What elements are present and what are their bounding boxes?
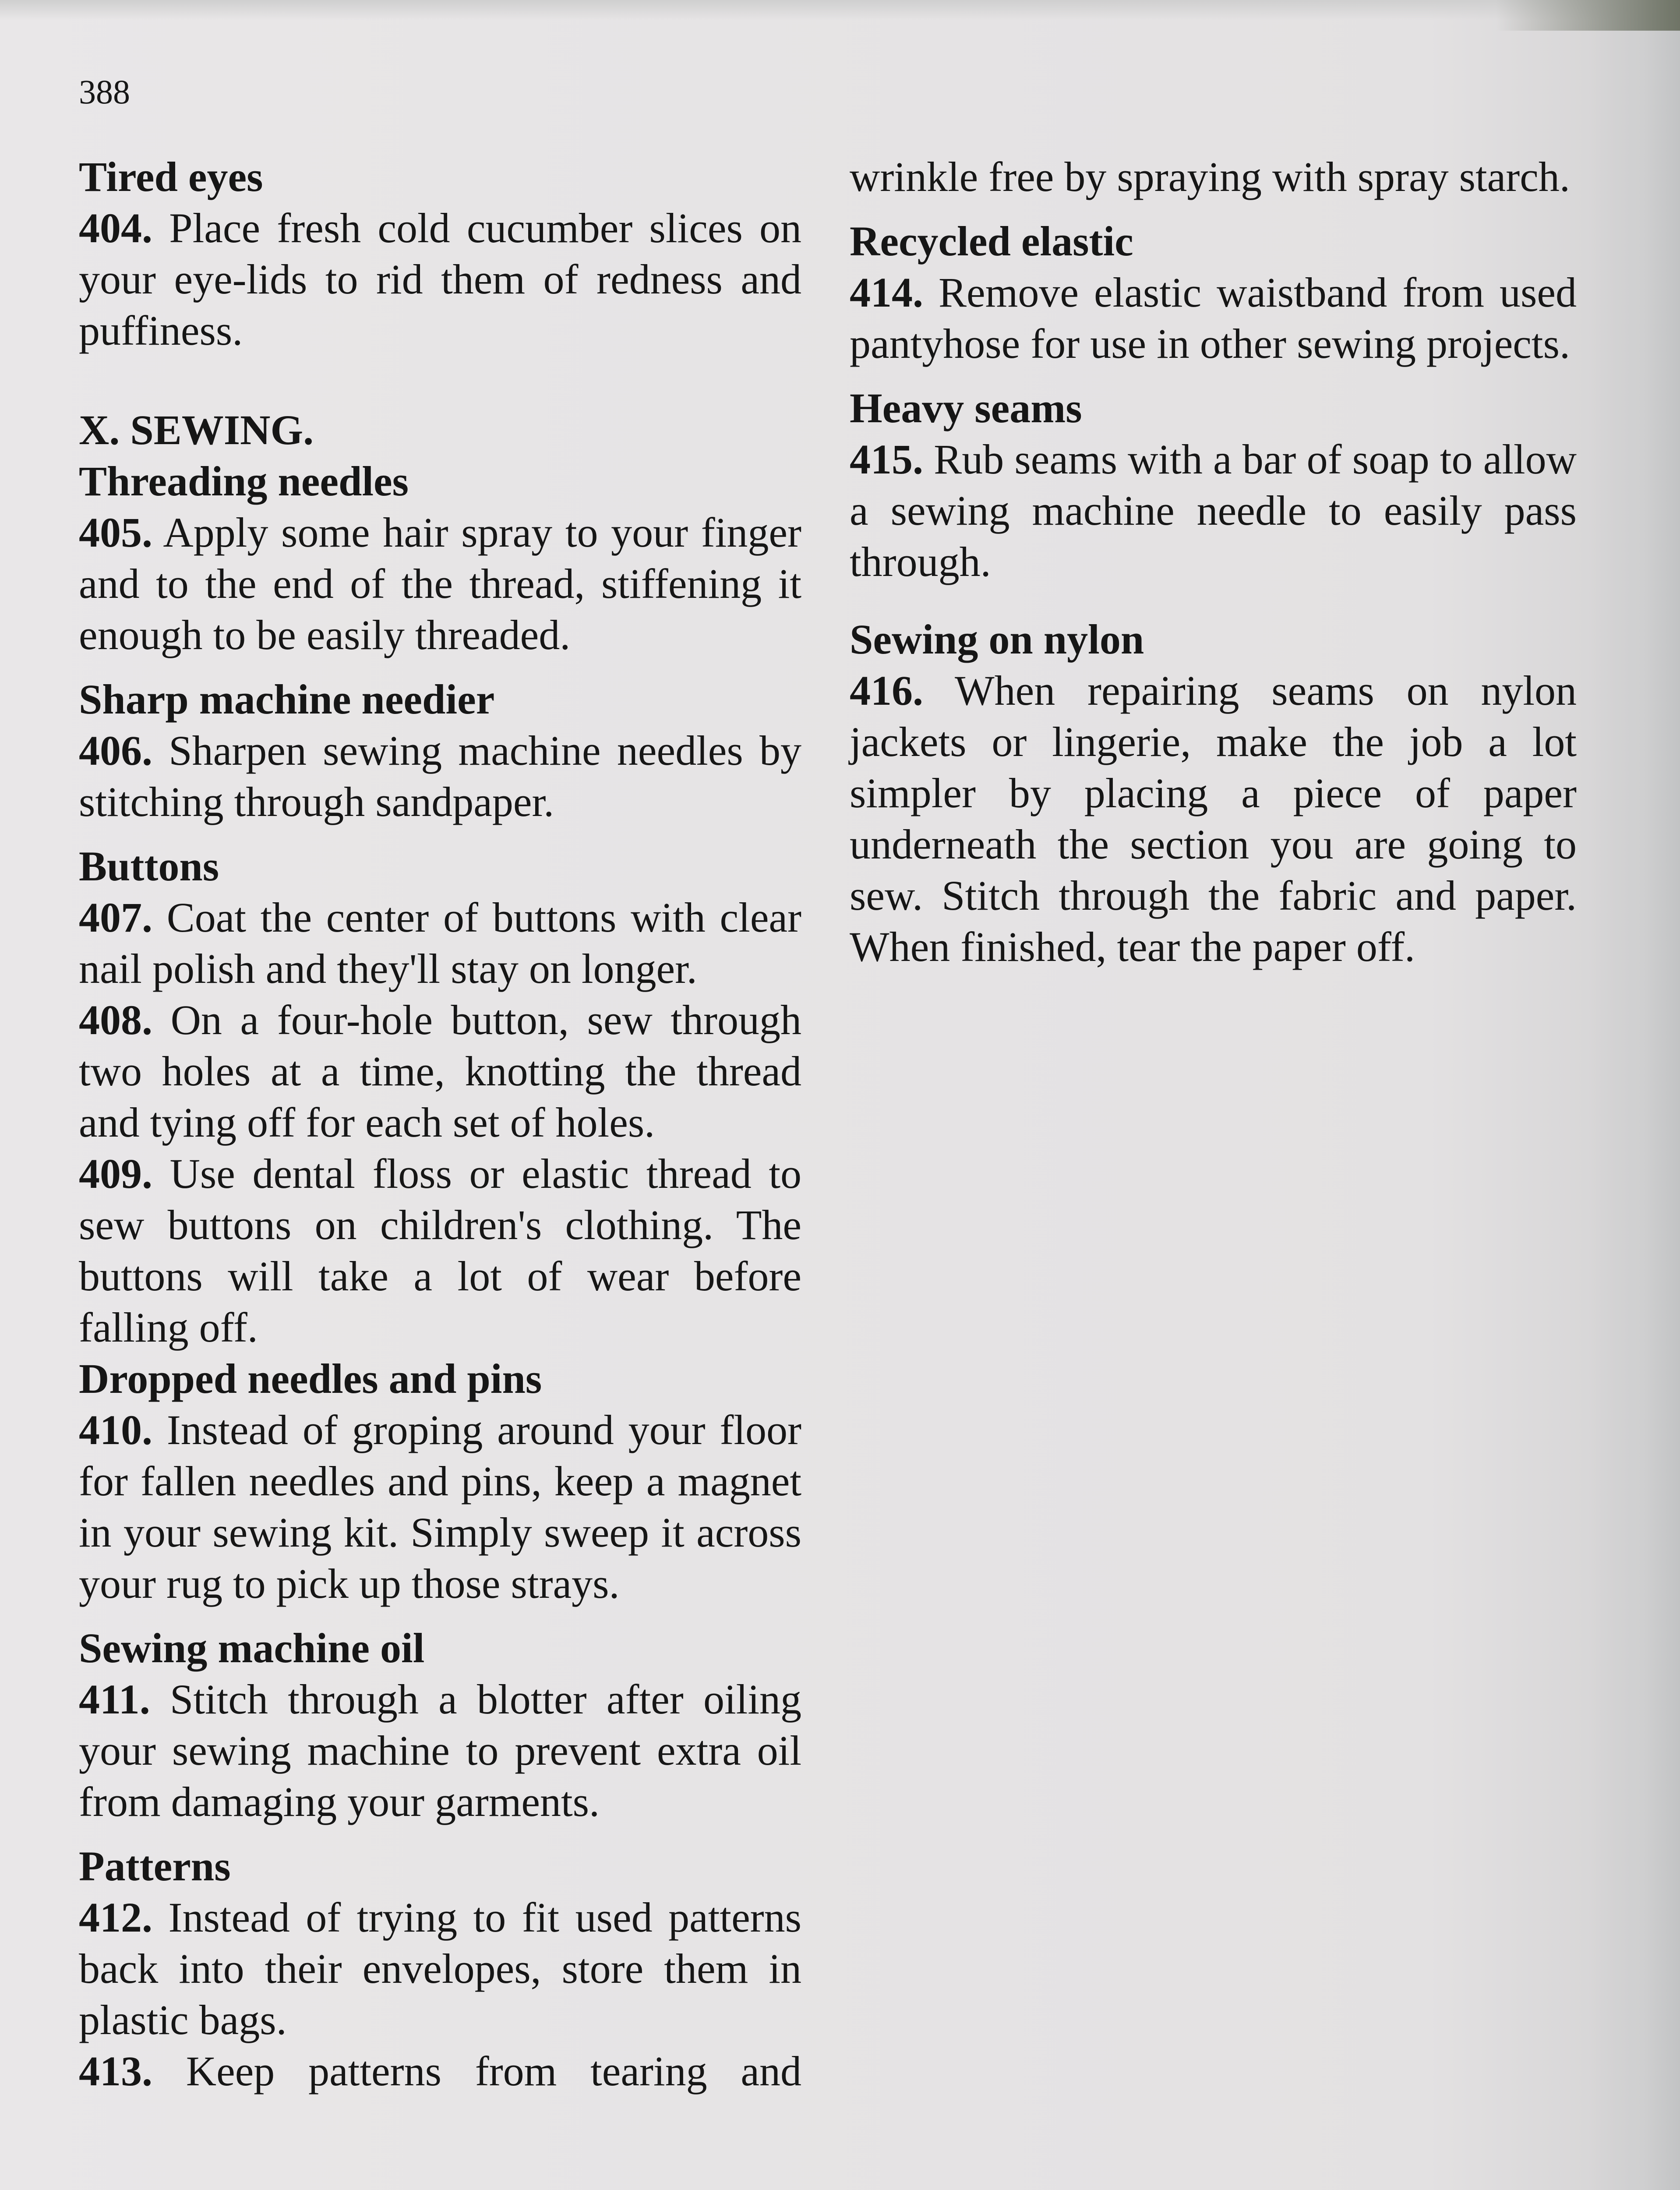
heading-sewing-nylon: Sewing on nylon bbox=[850, 616, 1144, 663]
tip-number: 406. bbox=[79, 727, 152, 774]
tip-text: Stitch through a blotter after oiling your sewing machine to prevent extra oil from damaging your garments. bbox=[79, 1676, 801, 1825]
tip-number: 413. bbox=[79, 2048, 152, 2095]
tip-number: 414. bbox=[850, 269, 923, 316]
tip-number: 411. bbox=[79, 1676, 150, 1723]
tip-text: When repairing seams on nylon jackets or lingerie, make the job a lot simpler by placing a piece of paper underneath the section you are going to sew. Stitch through the fabric and paper. When finished, tear the paper off. bbox=[850, 667, 1577, 970]
heading-heavy-seams: Heavy seams bbox=[850, 385, 1082, 431]
tip-text: Sharpen sewing machine needles by stitching through sandpaper. bbox=[79, 727, 801, 825]
tip-text: Apply some hair spray to your finger and to the end of the thread, stiffening it enough to be easily threaded. bbox=[79, 509, 801, 658]
tip-text: Use dental floss or elastic thread to sew buttons on children's clothing. The buttons will take a lot of wear before falling off. bbox=[79, 1150, 801, 1351]
heading-buttons: Buttons bbox=[79, 843, 219, 890]
right-column bbox=[850, 151, 1577, 972]
page-top-edge bbox=[0, 0, 1680, 20]
tip-number: 409. bbox=[79, 1150, 152, 1197]
tip-text: Instead of trying to fit used patterns back into their envelopes, store them in plastic bags. bbox=[79, 1894, 801, 2043]
tip-text: Keep patterns from tearing and bbox=[152, 2048, 801, 2095]
tip-text: Remove elastic waistband from used pantyhose for use in other sewing projects. bbox=[850, 269, 1577, 367]
tip-410 bbox=[79, 1404, 801, 1609]
tip-number: 408. bbox=[79, 996, 152, 1043]
tip-text: Place fresh cold cucumber slices on your eye-lids to rid them of redness and puffiness. bbox=[79, 205, 801, 354]
tip-404 bbox=[79, 202, 801, 356]
section-title-sewing: X. SEWING. bbox=[79, 406, 314, 453]
tip-405 bbox=[79, 507, 801, 661]
tip-406 bbox=[79, 725, 801, 827]
tip-number: 415. bbox=[850, 436, 923, 483]
heading-threading-needles: Threading needles bbox=[79, 458, 409, 505]
left-column bbox=[79, 151, 801, 2097]
tip-number: 404. bbox=[79, 205, 152, 251]
heading-recycled-elastic: Recycled elastic bbox=[850, 218, 1133, 265]
heading-patterns: Patterns bbox=[79, 1843, 231, 1890]
tip-number: 412. bbox=[79, 1894, 152, 1941]
tip-408 bbox=[79, 994, 801, 1148]
tip-number: 410. bbox=[79, 1406, 152, 1453]
tip-text: Rub seams with a bar of soap to allow a sewing machine needle to easily pass through. bbox=[850, 436, 1577, 585]
tip-411 bbox=[79, 1674, 801, 1827]
tip-number: 407. bbox=[79, 894, 152, 941]
tip-415 bbox=[850, 434, 1577, 587]
book-spine-shadow bbox=[1588, 0, 1680, 2190]
tip-414 bbox=[850, 267, 1577, 369]
page-corner-shadow bbox=[1496, 0, 1680, 31]
tip-413-continuation: wrinkle free by spraying with spray starch. bbox=[850, 153, 1570, 200]
tip-text: Instead of groping around your floor for fallen needles and pins, keep a magnet in your sewing kit. Simply sweep it across your rug to pick up those strays. bbox=[79, 1406, 801, 1607]
tip-407 bbox=[79, 892, 801, 994]
heading-tired-eyes: Tired eyes bbox=[79, 153, 263, 200]
tip-412 bbox=[79, 1892, 801, 2045]
tip-413 bbox=[79, 2045, 801, 2097]
tip-text: Coat the center of buttons with clear nail polish and they'll stay on longer. bbox=[79, 894, 801, 992]
heading-machine-oil: Sewing machine oil bbox=[79, 1625, 425, 1671]
heading-sharp-needles: Sharp machine needier bbox=[79, 676, 495, 723]
tip-text: On a four-hole button, sew through two holes at a time, knotting the thread and tying off for each set of holes. bbox=[79, 996, 801, 1146]
tip-number: 416. bbox=[850, 667, 923, 714]
page-number: 388 bbox=[79, 73, 130, 111]
tip-number: 405. bbox=[79, 509, 152, 556]
tip-416 bbox=[850, 665, 1577, 972]
heading-dropped-needles: Dropped needles and pins bbox=[79, 1355, 542, 1402]
tip-409 bbox=[79, 1148, 801, 1353]
